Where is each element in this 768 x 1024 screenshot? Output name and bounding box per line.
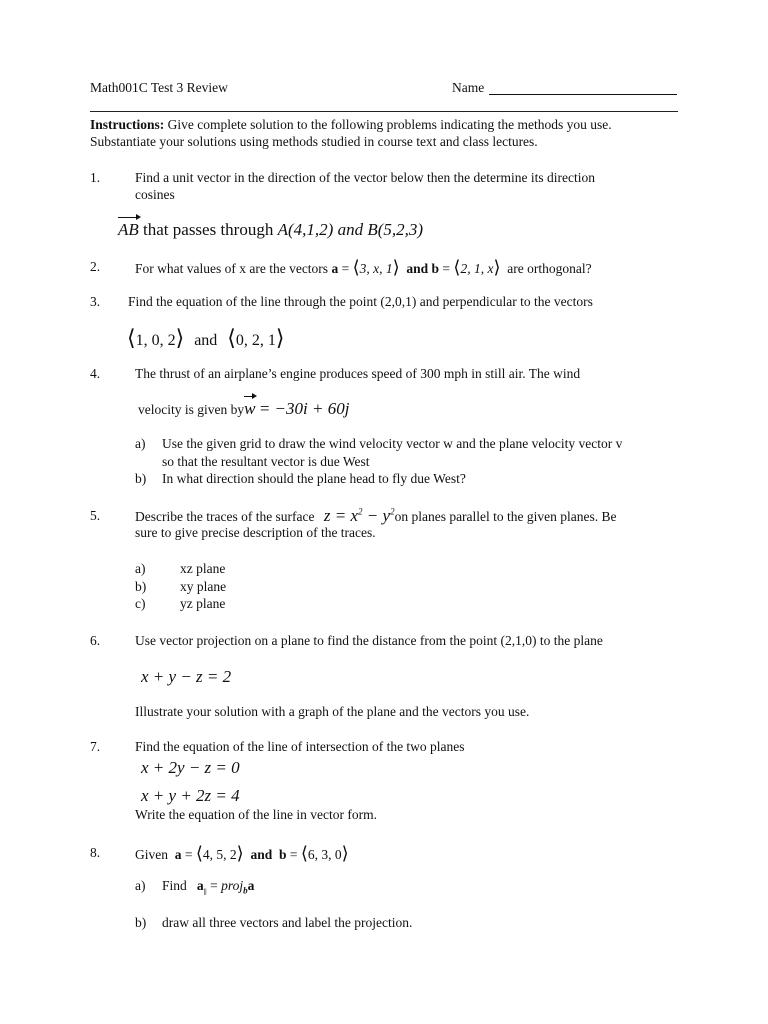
q8a-text: Find — [162, 878, 187, 893]
q8a-line: Find $a_{||}$ = proj$_b$a — [162, 878, 255, 896]
q7-text: Find the equation of the line of intersection of the two planes — [135, 739, 465, 754]
q2-post: are orthogonal? — [507, 261, 592, 276]
q6-illustrate: Illustrate your solution with a graph of the plane and the vectors you use. — [135, 704, 530, 719]
header-divider — [90, 111, 678, 112]
q1-vector-statement — [118, 219, 423, 240]
q8a-projection-expr: $a_{||}$ — [196, 878, 207, 896]
q4b-text: In what direction should the plane head to fly due West? — [162, 471, 466, 486]
q2-statement: For what values of x are the vectors a = ⟨3, x, 1⟩ and b = ⟨2, 1, x⟩ are orthogonal? — [135, 257, 592, 277]
q5b-text: xy plane — [180, 579, 227, 594]
q8b-text: draw all three vectors and label the projection. — [162, 915, 413, 930]
q4b-label: b) — [135, 471, 147, 486]
q8-b-label: b — [278, 847, 287, 862]
instructions-line1 — [90, 117, 612, 134]
q7-number: 7. — [90, 739, 101, 754]
q2-b-label: b — [431, 261, 440, 276]
q8-a-label: a — [174, 847, 182, 862]
q5-number: 5. — [90, 508, 101, 523]
q3-number: 3. — [90, 294, 101, 309]
q6-number: 6. — [90, 633, 101, 648]
q1-line1: Find a unit vector in the direction of the vector below then the determine its direction — [135, 170, 595, 185]
q5c-text: yz plane — [180, 596, 226, 611]
q5-post: on planes parallel to the given planes. Be — [394, 509, 617, 524]
q8-given: Given — [135, 847, 168, 862]
q8-and: and — [250, 847, 273, 862]
name-line[interactable] — [489, 94, 677, 95]
q4-line2-wrap — [138, 398, 349, 419]
q5c-label: c) — [135, 596, 146, 611]
q4a-label: a) — [135, 436, 146, 451]
q8-statement: Given a = ⟨4, 5, 2⟩ and b = ⟨6, 3, 0⟩ — [135, 843, 349, 863]
q7-write: Write the equation of the line in vector form. — [135, 807, 377, 822]
q6-plane-equation: x + y − z = 2 — [141, 667, 232, 686]
q3-vector1: 1, 0, 2 — [135, 332, 176, 349]
q4-wind-equation: = −30i + 60j — [258, 399, 350, 418]
q1-points: A(4,1,2) and B(5,2,3) — [277, 220, 424, 239]
q5a-text: xz plane — [180, 561, 226, 576]
q5a-label: a) — [135, 561, 146, 576]
q5-line2: sure to give precise description of the traces. — [135, 525, 376, 540]
q1-vector-name: AB — [118, 220, 139, 239]
q8-number: 8. — [90, 845, 101, 860]
q8a-proj: proj$_b$ — [221, 878, 248, 896]
q8b-label: b) — [135, 915, 147, 930]
q3-text: Find the equation of the line through the point (2,0,1) and perpendicular to the vectors — [128, 294, 593, 309]
q3-vectors: ⟨1, 0, 2⟩ and ⟨0, 2, 1⟩ — [127, 325, 285, 350]
q1-text: that passes through — [143, 220, 274, 239]
q4a-text2: so that the resultant vector is due West — [162, 454, 370, 469]
q5b-label: b) — [135, 579, 147, 594]
q8-b-value: 6, 3, 0 — [307, 847, 342, 862]
instructions-text2: Substantiate your solutions using methods studied in course text and class lectures. — [90, 134, 538, 149]
q3-and: and — [194, 332, 218, 349]
instructions-text1: Give complete solution to the following problems indicating the methods you use. — [167, 117, 612, 132]
q2-pre: For what values of x are the vectors — [135, 261, 329, 276]
q4-line1: The thrust of an airplane’s engine produces speed of 300 mph in still air. The wind — [135, 366, 581, 381]
instructions-label: Instructions: — [90, 117, 165, 132]
q1-number: 1. — [90, 170, 101, 185]
q4a-text1: Use the given grid to draw the wind velocity vector w and the plane velocity vector v — [162, 436, 623, 451]
q5-surface-equation: $z = x^2 - y^2$ — [323, 506, 395, 525]
q2-and: and — [406, 261, 429, 276]
q4-number: 4. — [90, 366, 101, 381]
q2-a-label: a — [331, 261, 339, 276]
q2-b-value: 2, 1, x — [460, 261, 494, 276]
q6-text: Use vector projection on a plane to find the distance from the point (2,1,0) to the plane — [135, 633, 603, 648]
q2-number: 2. — [90, 259, 101, 274]
q7-plane2-equation: x + y + 2z = 4 — [141, 786, 240, 805]
q5-line1 — [135, 505, 617, 526]
q8a-label: a) — [135, 878, 146, 893]
q1-line2: cosines — [135, 187, 175, 202]
q4-wind-vector: w — [244, 399, 256, 418]
q3-vector2: 0, 2, 1 — [235, 332, 276, 349]
q7-plane1-equation: x + 2y − z = 0 — [141, 758, 240, 777]
q4-line2: velocity is given by — [138, 402, 245, 417]
q2-a-value: 3, x, 1 — [359, 261, 393, 276]
course-title: Math001C Test 3 Review — [90, 80, 228, 95]
name-label: Name — [452, 80, 485, 95]
q5-pre: Describe the traces of the surface — [135, 509, 315, 524]
q8-a-value: 4, 5, 2 — [202, 847, 237, 862]
